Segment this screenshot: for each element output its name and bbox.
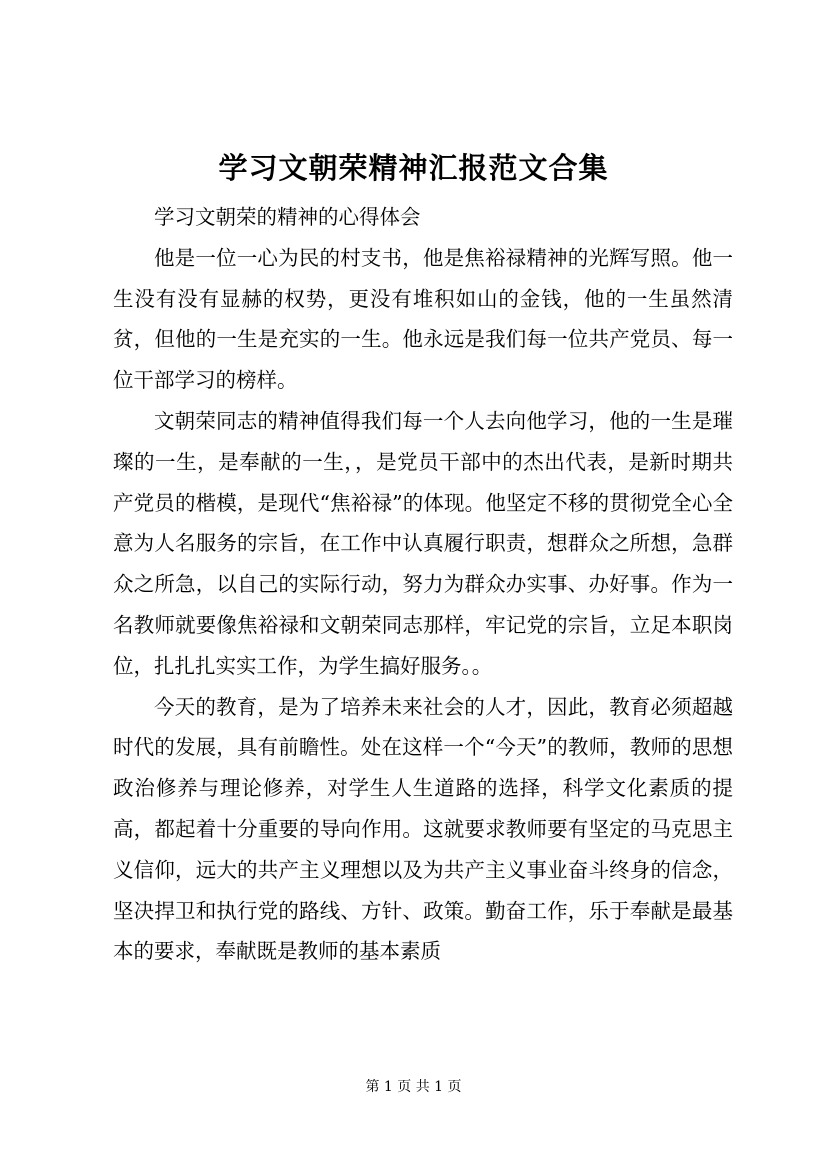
document-title: 学习文朝荣精神汇报范文合集: [218, 151, 609, 185]
document-subtitle: 学习文朝荣的精神的心得体会: [154, 205, 421, 229]
document-body: [113, 197, 733, 972]
paragraph-1: 他是一位一心为民的村支书，他是焦裕禄精神的光辉写照。他一生没有没有显赫的权势，更没有堆积如山的金钱，他的一生虽然清贫，但他的一生是充实的一生。他永远是我们每一位共产党员、每一位干部学习的榜样。: [113, 245, 733, 393]
page-number-footer: 第 1 页 共 1 页: [365, 1079, 462, 1095]
paragraph-3: 今天的教育，是为了培养未来社会的人才，因此，教育必须超越时代的发展，具有前瞻性。处在这样一个“今天”的教师，教师的思想政治修养与理论修养，对学生人生道路的选择，科学文化素质的提高，都起着十分重要的导向作用。这就要求教师要有坚定的马克思主义信仰，远大的共产主义理想以及为共产主义事业奋斗终身的信念，坚决捍卫和执行党的路线、方针、政策。勤奋工作，乐于奉献是最基本的要求，奉献既是教师的基本素质: [113, 694, 733, 964]
paragraph-2: 文朝荣同志的精神值得我们每一个人去向他学习，他的一生是璀璨的一生，是奉献的一生，，是党员干部中的杰出代表，是新时期共产党员的楷模，是现代“焦裕禄”的体现。他坚定不移的贯彻党全心全意为人名服务的宗旨，在工作中认真履行职责，想群众之所想，急群众之所急，以自己的实际行动，努力为群众办实事、办好事。作为一名教师就要像焦裕禄和文朝荣同志那样，牢记党的宗旨，立足本职岗位，扎扎扎实实工作，为学生搞好服务。。: [113, 408, 733, 678]
